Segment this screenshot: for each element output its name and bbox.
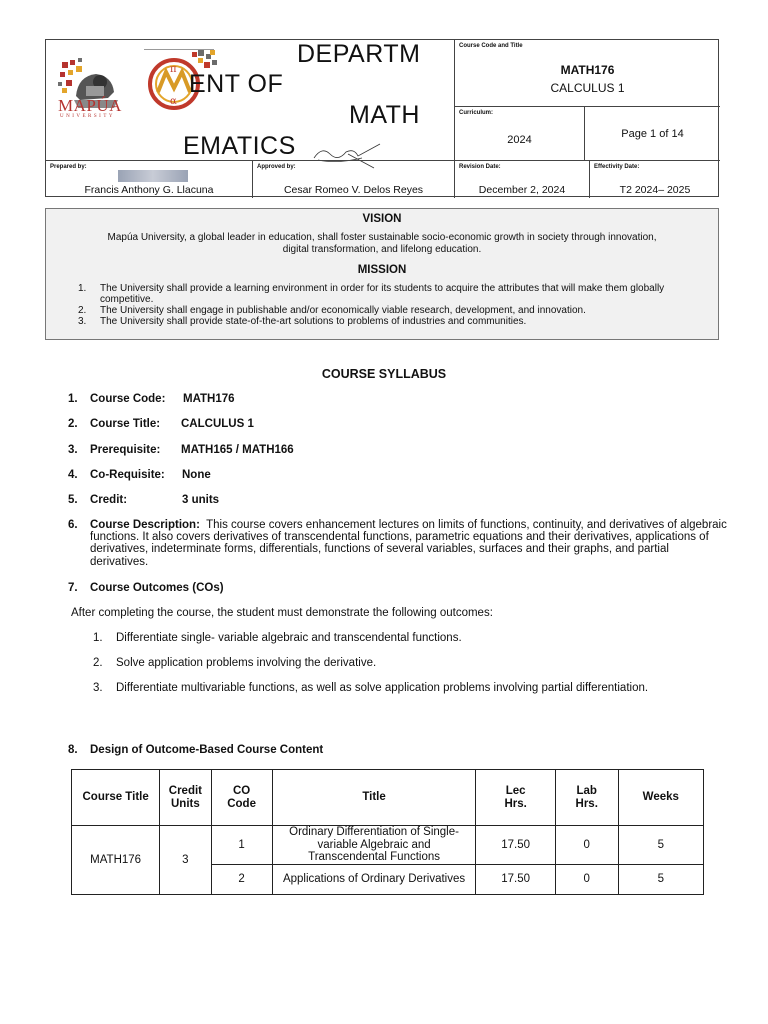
course-outcomes-heading: 7. Course Outcomes (COs) [68,582,224,594]
preparer-signature-icon [118,170,188,182]
column-header: Weeks [618,770,703,826]
course-title: CALCULUS 1 [550,81,625,95]
list-item: 2. Solve application problems involving the derivative. [93,657,377,669]
course-code-label: Course Code and Title [459,43,523,49]
column-header: Lec Hrs. [476,770,555,826]
effectivity-cell [590,161,720,198]
syllabus-item-course-title: 2. Course Title: CALCULUS 1 [68,418,254,430]
weeks-cell: 5 [618,826,703,865]
table-row [72,826,704,865]
column-header: Course Title [72,770,160,826]
mission-list [78,283,698,327]
curriculum-label: Curriculum: [459,110,494,116]
syllabus-item-course-code: 1. Course Code: MATH176 [68,393,235,405]
effectivity-date: T2 2024– 2025 [619,184,691,196]
prepared-label: Prepared by: [50,164,87,170]
title-cell: Applications of Ordinary Derivatives [272,864,476,894]
list-item: 2. The University shall engage in publishable and/or economically viable research, development, and innovation. [78,305,586,316]
lec-cell: 17.50 [476,826,555,865]
column-header: Credit Units [160,770,211,826]
course-cell: MATH176 [72,826,160,895]
approved-by: Cesar Romeo V. Delos Reyes [283,184,424,196]
course-code-cell [455,40,720,107]
page-number: Page 1 of 14 [621,128,684,140]
curriculum-cell [455,107,585,160]
list-item: 3. The University shall provide state-of-the-art solutions to problems of industries and communities. [78,316,527,327]
co-cell: 2 [211,864,272,894]
prepared-cell [46,161,253,198]
university-sub: UNIVERSITY [60,114,115,119]
lec-cell: 17.50 [476,864,555,894]
department-line-3: MATH [349,101,420,129]
svg-text:π: π [170,64,177,75]
list-item: 1. Differentiate single- variable algebraic and transcendental functions. [93,632,462,644]
list-item: 1. The University shall provide a learning environment in order for its students to acquire the attributes that will make them globally competitive. [78,283,665,305]
logo-cell [46,40,455,160]
syllabus-title: COURSE SYLLABUS [321,367,447,381]
department-line-4: EMATICS [183,132,296,160]
list-item: 3. Differentiate multivariable functions, as well as solve application problems involving partial differentiation. [93,682,649,694]
revision-date: December 2, 2024 [478,184,566,196]
lab-cell: 0 [555,826,618,865]
department-line-1: DEPARTM [297,40,421,68]
vision-text: Mapúa University, a global leader in education, shall foster sustainable socio-economic growth in society through innovation, digital transformation, and lifelong education. [107,232,657,255]
prepared-by: Francis Anthony G. Llacuna [84,184,214,196]
lab-cell: 0 [555,864,618,894]
syllabus-item-credit: 5. Credit: 3 units [68,494,220,506]
curriculum-value: 2024 [507,134,532,146]
department-line-2: ENT OF [189,70,284,98]
course-description: Course Description: This course covers enhancement lectures on limits of functions, continuity, and derivatives of algebraic functions. It also covers derivatives of transcendental functions, parametric equations and their derivatives, applications of derivatives, indeterminate forms, differentials, functions of several variables, surfaces and their graphs, and partial derivatives. [90,519,727,568]
effectivity-label: Effectivity Date: [594,164,640,170]
approved-label: Approved by: [257,164,296,170]
approved-cell [253,161,455,198]
revision-label: Revision Date: [459,164,501,170]
outcomes-intro: After completing the course, the student must demonstrate the following outcomes: [71,607,493,619]
column-header: Lab Hrs. [555,770,618,826]
syllabus-item-corequisite: 4. Co-Requisite: None [68,469,211,481]
column-header: CO Code [211,770,272,826]
document-header [45,39,719,197]
units-cell: 3 [160,826,211,895]
title-cell: Ordinary Differentiation of Single-variable Algebraic and Transcendental Functions [272,826,476,865]
vision-title: VISION [362,213,402,225]
revision-cell [455,161,590,198]
svg-text:α: α [170,96,177,107]
university-name: MAPÚA [58,96,122,115]
syllabus-item-prerequisite: 3. Prerequisite: MATH165 / MATH166 [68,444,294,456]
design-heading: 8. Design of Outcome-Based Course Content [68,744,324,756]
weeks-cell: 5 [618,864,703,894]
co-cell: 1 [211,826,272,865]
signatory-row [46,160,720,198]
vision-mission-box [45,208,719,340]
page-cell [585,107,720,160]
description-number: 6. [68,519,78,531]
table-header-row [72,770,704,826]
column-header: Title [272,770,476,826]
course-code: MATH176 [560,63,615,77]
mission-title: MISSION [357,264,407,276]
course-content-table [71,769,704,895]
